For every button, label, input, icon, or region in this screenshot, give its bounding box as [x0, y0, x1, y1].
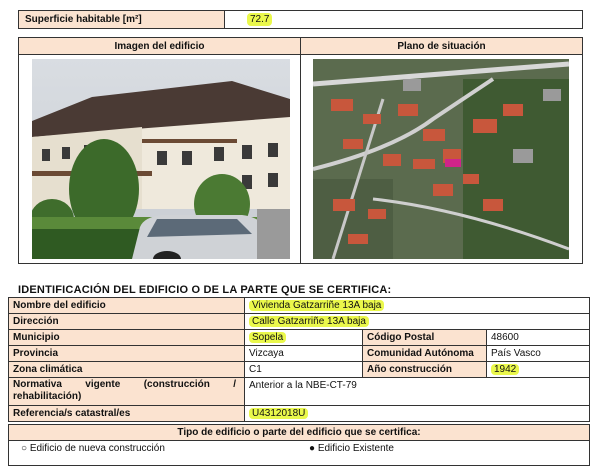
comunidad-label: Comunidad Autónoma — [363, 346, 487, 361]
zona-label: Zona climática — [9, 362, 245, 377]
comunidad-value: País Vasco — [491, 348, 541, 359]
identification-table — [8, 297, 590, 422]
building-type-table — [8, 424, 590, 466]
superficie-row — [18, 10, 583, 29]
zona-value: C1 — [245, 362, 363, 377]
provincia-label: Provincia — [9, 346, 245, 361]
option-existing-building[interactable]: ● Edificio Existente — [309, 443, 394, 454]
direccion-value: Calle Gatzarriñe 13A baja — [249, 316, 369, 327]
municipio-label: Municipio — [9, 330, 245, 345]
referencia-value: U4312018U — [249, 408, 308, 419]
superficie-label: Superficie habitable [m²] — [19, 11, 225, 28]
provincia-value: Vizcaya — [245, 346, 363, 361]
cp-label: Código Postal — [363, 330, 487, 345]
location-map — [313, 59, 569, 259]
anio-label: Año construcción — [363, 362, 487, 377]
cp-value: 48600 — [491, 332, 519, 343]
referencia-label: Referencia/s catastral/es — [9, 406, 245, 421]
municipio-value: Sopela — [249, 332, 286, 343]
nombre-value: Vivienda Gatzarriñe 13A baja — [249, 300, 384, 311]
map-header: Plano de situación — [301, 38, 582, 55]
option-new-building[interactable]: ○ Edificio de nueva construcción — [21, 443, 165, 454]
normativa-label: Normativa vigente (construcción / rehabilitación) — [9, 378, 245, 405]
direccion-label: Dirección — [9, 314, 245, 329]
building-photo — [32, 59, 290, 259]
anio-value: 1942 — [491, 364, 519, 375]
superficie-value: 72.7 — [247, 13, 272, 26]
normativa-value: Anterior a la NBE-CT-79 — [249, 380, 357, 391]
identification-title: IDENTIFICACIÓN DEL EDIFICIO O DE LA PARTE QUE SE CERTIFICA: — [18, 284, 392, 296]
building-type-title: Tipo de edificio o parte del edificio que se certifica: — [9, 425, 589, 441]
building-image-header: Imagen del edificio — [19, 38, 301, 55]
nombre-label: Nombre del edificio — [9, 298, 245, 313]
images-table — [18, 37, 583, 264]
